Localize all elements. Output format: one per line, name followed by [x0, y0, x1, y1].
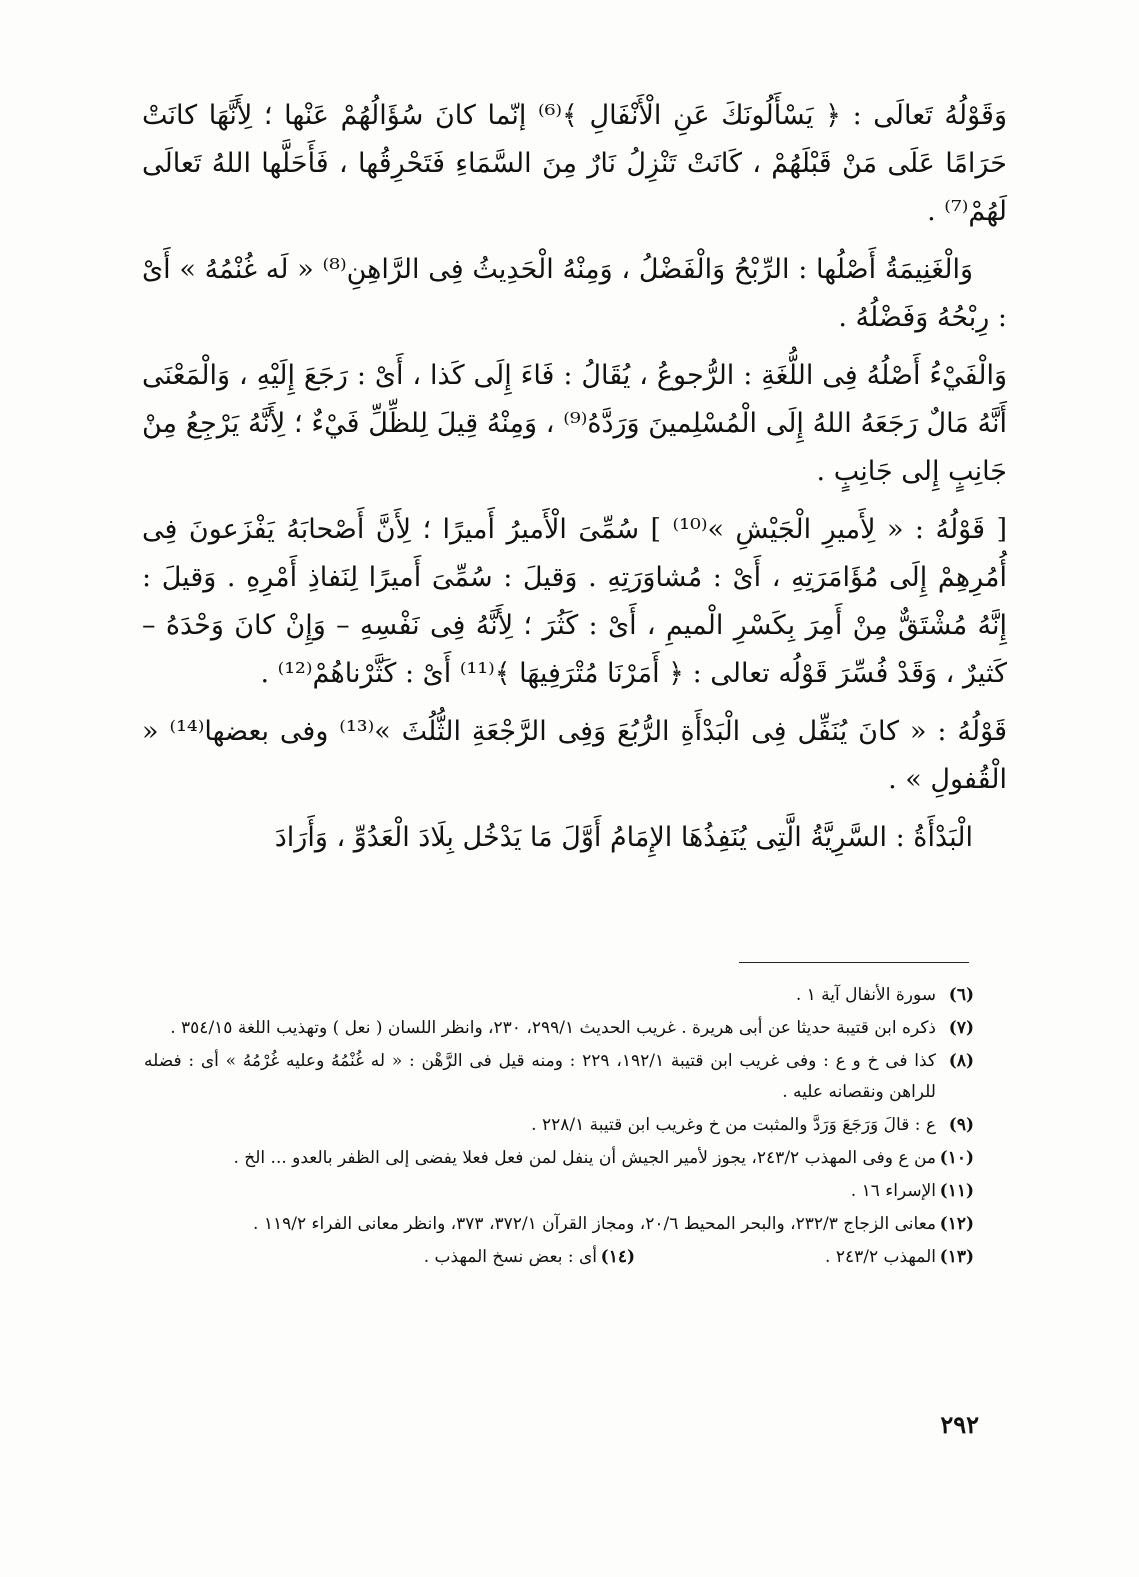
footnote-10 — [144, 1143, 974, 1174]
page-number: ٢٩٢ — [940, 1410, 979, 1439]
footnote-text: ع : قالَ وَرَجَعَ وَرَدَّ والمثبت من خ وغريب ابن قتيبة ٢٢٨/١ . — [531, 1115, 936, 1135]
footnote-text: أى : بعض نسخ المهذب . — [423, 1247, 598, 1267]
footnote-number: (٧) — [948, 1018, 974, 1038]
footnotes — [144, 980, 974, 1273]
footnote-7 — [144, 1013, 974, 1044]
footnote-number: (٩) — [948, 1115, 974, 1135]
footnote-6 — [144, 980, 974, 1011]
footnote-9 — [144, 1110, 974, 1141]
footnote-number: (٦) — [948, 985, 974, 1005]
footnote-text: معانى الزجاج ٢٣٢/٣، والبحر المحيط ٢٠/٦، ومجاز القرآن ٣٧٢/١، ٣٧٣، وانظر معانى الفراء ١١٩/٢ . — [253, 1214, 936, 1234]
footnote-text: ذكره ابن قتيبة حديثا عن أبى هريرة . غريب الحديث ٢٩٩/١، ٢٣٠، وانظر اللسان ( نعل ) وتهذيب اللغة ٣٥٤/١٥ . — [170, 1018, 936, 1038]
footnote-text: المهذب ٢٤٣/٢ . — [825, 1247, 936, 1267]
paragraph-badaa: الْبَدْأَةُ : السَّرِيَّةُ الَّتِى يُنَفِذُهَا الإِمَامُ أَوَّلَ مَا يَدْخُل بِلَادَ الْعَدُوِّ ، وَأَرَادَ — [274, 822, 973, 853]
footnote-divider — [739, 962, 969, 963]
footnote-8 — [144, 1046, 974, 1108]
paragraph-amir: [ قَوْلُهُ : « لِأَميرِ الْجَيْشِ »⁽¹⁰⁾ ] سُمِّىَ الْأَميرُ أَميرًا ؛ لِأَنَّ أَصْحابَهُ يَفْزَعونَ فِى أُمُرِهِمْ إِلَى مُؤَامَرَتِهِ ، أَىْ : مُشاوَرَتِهِ . وَقيلَ : سُمِّىَ أَميرًا لِنَفاذِ أَمْرِهِ . وَقيلَ : إِنَّهُ مُشْتَقٌّ مِنْ أَمِرَ بِكَسْرِ الْميمِ ، أَىْ : كَثُرَ ؛ لِأَنَّهُ فِى نَفْسِهِ – وَإِنْ كانَ وَحْدَهُ – كَثيرٌ ، وَقَدْ فُسِّرَ قَوْلُه تعالى : ﴿ أَمَرْنَا مُتْرَفِيهَا ﴾⁽¹¹⁾ أَىْ : كَثَّرْناهُمْ⁽¹²⁾ . — [142, 514, 1008, 689]
footnote-number: (١٤) — [600, 1247, 636, 1267]
paragraph-anfal: وَقَوْلُهُ تَعالَى : ﴿ يَسْأَلُونَكَ عَنِ الْأَنْفَالِ ﴾⁽⁶⁾ إنّما كانَ سُؤَالُهُمْ عَنْها ؛ لِأَنَّهَا كانَتْ حَرَامًا عَلَى مَنْ قَبْلَهُمْ ، كَانَتْ تَنْزِلُ نَارٌ مِنَ السَّمَاءِ فَتَحْرِقُها ، فَأَحَلَّها اللهُ تَعالَى لَهُمْ⁽⁷⁾ . — [142, 100, 1007, 227]
footnote-14 — [424, 1242, 635, 1273]
footnote-number: (١١) — [939, 1181, 974, 1201]
footnote-number: (١٠) — [939, 1148, 974, 1168]
paragraph-tanfil: قَوْلُهُ : « كانَ يُنَفِّل فِى الْبَدْأَةِ الرُّبُعَ وَفِى الرَّجْعَةِ الثُّلُثَ »⁽¹³⁾ وفى بعضها⁽¹⁴⁾ « الْقُفولِ » . — [142, 716, 1007, 795]
footnote-text: سورة الأنفال آية ١ . — [795, 985, 936, 1005]
footnote-11 — [144, 1176, 974, 1207]
footnote-number: (١٢) — [939, 1214, 974, 1234]
footnote-row — [144, 1242, 974, 1273]
paragraph-fay: وَالْفَيْءُ أَصْلُهُ فِى اللُّغَةِ : الرُّجوعُ ، يُقَالُ : فَاءَ إِلَى كَذا ، أَىْ : رَجَعَ إِلَيْهِ ، وَالْمَعْنَى أَنَّهُ مَالٌ رَجَعَهُ اللهُ إِلَى الْمُسْلِمينَ وَرَدَّهُ⁽⁹⁾ ، وَمِنْهُ قِيلَ لِلظِّلِّ فَيْءٌ ؛ لِأَنَّهُ يَرْجِعُ مِنْ جَانِبٍ إِلى جَانِبٍ . — [142, 360, 1008, 487]
footnote-number: (٨) — [948, 1051, 974, 1071]
footnote-text: كذا فى خ و ع : وفى غريب ابن قتيبة ١٩٢/١، ٢٢٩ : ومنه قيل فى الرَّهْن : « له غُنْمُهُ وعليه غُرْمُهُ » أى : فضله للراهن ونقصانه عليه . — [144, 1051, 937, 1102]
footnote-13 — [825, 1242, 974, 1273]
footnote-text: الإسراء ١٦ . — [850, 1181, 936, 1201]
main-text — [142, 92, 1007, 872]
footnote-number: (١٣) — [939, 1247, 974, 1267]
footnote-text: من ع وفى المهذب ٢٤٣/٢، يجوز لأمير الجيش أن ينفل لمن فعل فعلا يفضى إلى الظفر بالعدو ... الخ . — [233, 1148, 936, 1168]
footnote-12 — [144, 1209, 974, 1240]
paragraph-ghanima: وَالْغَنِيمَةُ أَصْلُها : الرِّبْحُ وَالْفَضْلُ ، وَمِنْهُ الْحَدِيثُ فِى الرَّاهِنِ⁽⁸⁾ « لَه غُنْمُهُ » أَىْ : رِبْحُهُ وَفَضْلُهُ . — [142, 254, 1007, 333]
